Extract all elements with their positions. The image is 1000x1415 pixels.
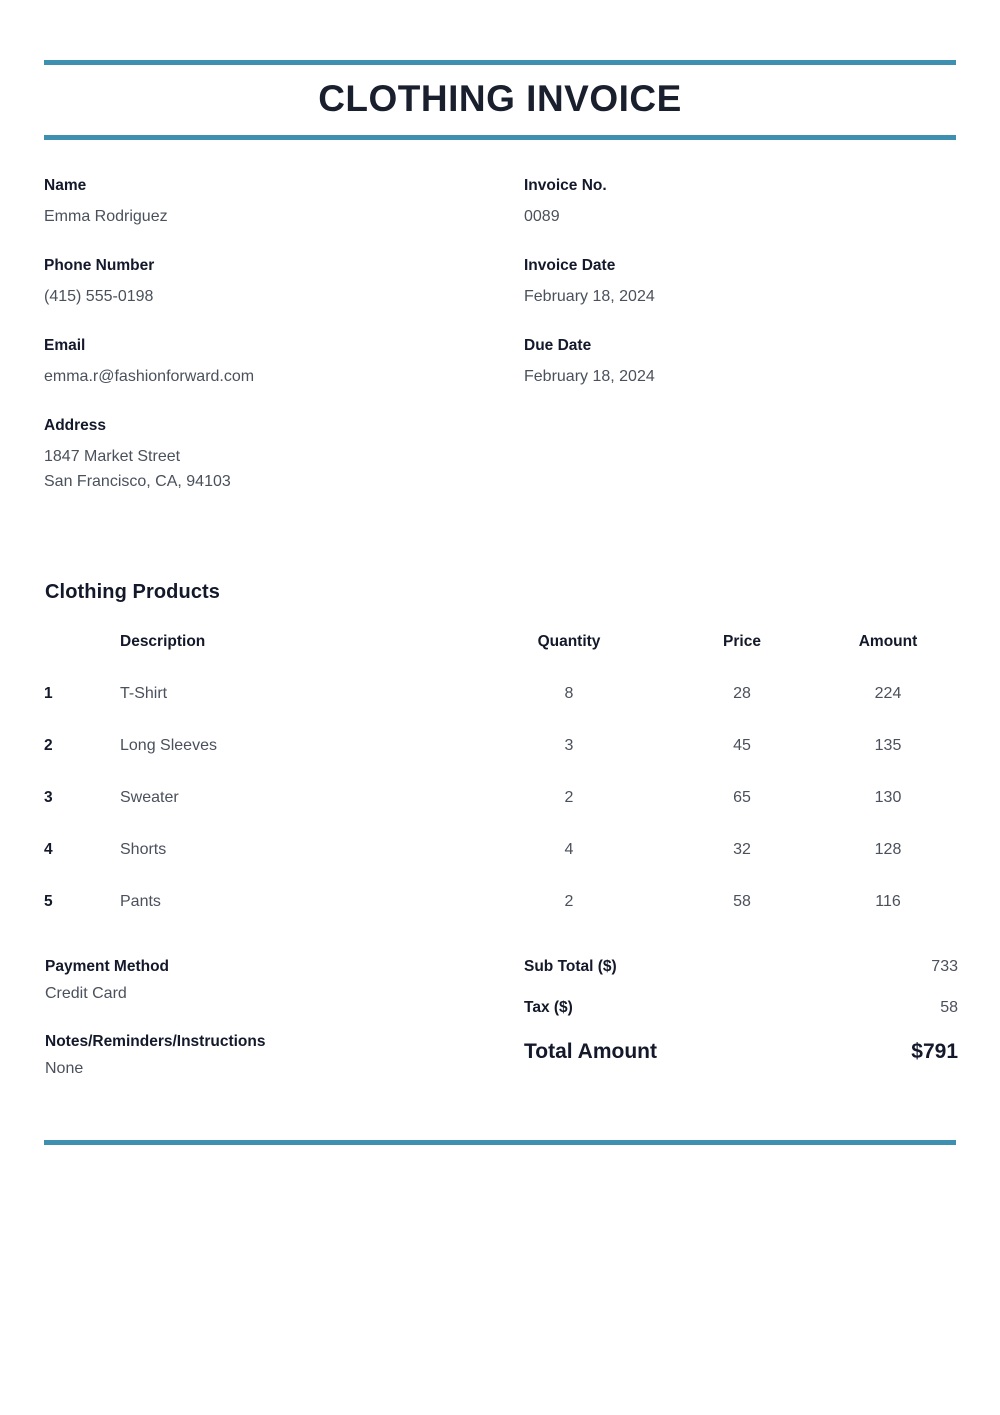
row-amount: 130 (874, 789, 902, 806)
row-index: 4 (44, 841, 53, 858)
tax-label: Tax ($) (524, 999, 573, 1016)
field-email (44, 336, 524, 390)
table-row (44, 841, 956, 893)
table-row (44, 737, 956, 789)
payment-method-value: Credit Card (45, 985, 127, 1002)
row-amount: 116 (875, 893, 901, 910)
row-amount: 135 (874, 737, 902, 754)
total-amount-row (524, 1040, 958, 1064)
field-invoice-date-label: Invoice Date (524, 256, 616, 274)
row-description: Shorts (120, 841, 167, 858)
products-table (44, 633, 956, 911)
invoice-info-grid (44, 176, 956, 495)
total-amount-label: Total Amount (524, 1040, 657, 1063)
row-amount: 224 (874, 685, 902, 702)
header-bottom-rule (44, 135, 956, 140)
row-price: 32 (733, 841, 751, 858)
row-price: 65 (733, 789, 751, 806)
address-line-2: San Francisco, CA, 94103 (44, 472, 231, 490)
field-due-date (524, 336, 956, 390)
row-index: 5 (44, 893, 53, 910)
field-phone-number-label: Phone Number (44, 256, 155, 274)
row-price: 58 (733, 893, 751, 910)
payment-method-block (45, 958, 485, 1003)
header-top-rule (44, 60, 956, 65)
row-price: 45 (733, 737, 751, 754)
footer-rule (44, 1140, 956, 1145)
field-address-label: Address (44, 416, 107, 434)
notes-block (45, 1033, 485, 1078)
invoice-meta-column (524, 176, 956, 495)
field-email-label: Email (44, 336, 86, 354)
row-description: T-Shirt (120, 685, 168, 702)
table-row (44, 789, 956, 841)
sub-total-value: 733 (931, 958, 958, 975)
table-row (44, 685, 956, 737)
row-description: Pants (120, 893, 161, 910)
column-header-price: Price (723, 633, 761, 650)
products-section-title: Clothing Products (45, 581, 221, 603)
row-index: 2 (44, 737, 53, 754)
row-description: Sweater (120, 789, 179, 806)
footer-left-column (45, 958, 485, 1078)
field-name-value: Emma Rodriguez (44, 208, 168, 226)
tax-row (524, 999, 958, 1017)
table-row (44, 893, 956, 911)
row-price: 28 (733, 685, 751, 702)
field-due-date-value: February 18, 2024 (524, 368, 655, 386)
row-quantity: 2 (564, 893, 574, 910)
row-quantity: 4 (564, 841, 574, 858)
totals-block (524, 958, 958, 1064)
row-description: Long Sleeves (120, 737, 217, 754)
field-phone-number (44, 256, 524, 310)
row-quantity: 8 (564, 685, 574, 702)
column-header-quantity: Quantity (537, 633, 601, 650)
row-index: 1 (44, 685, 53, 702)
payment-method-label: Payment Method (45, 958, 170, 975)
field-address (44, 416, 524, 495)
field-invoice-no-label: Invoice No. (524, 177, 607, 194)
address-line-1: 1847 Market Street (44, 447, 181, 465)
notes-label: Notes/Reminders/Instructions (45, 1033, 266, 1050)
tax-value: 58 (940, 999, 958, 1016)
column-header-description: Description (120, 633, 206, 650)
row-quantity: 3 (564, 737, 574, 754)
table-header-row (44, 633, 956, 685)
notes-value: None (45, 1060, 84, 1077)
page-title: CLOTHING INVOICE (318, 78, 682, 119)
field-phone-number-value: (415) 555-0198 (44, 288, 154, 306)
sub-total-row (524, 958, 958, 976)
row-amount: 128 (874, 841, 902, 858)
total-amount-value: $791 (911, 1040, 958, 1063)
field-name (44, 176, 524, 230)
field-due-date-label: Due Date (524, 336, 592, 354)
column-header-index (44, 633, 120, 685)
column-header-amount: Amount (858, 633, 918, 650)
row-quantity: 2 (564, 789, 574, 806)
field-invoice-no-value: 0089 (524, 208, 560, 226)
field-email-value: emma.r@fashionforward.com (44, 368, 255, 386)
customer-details-column (44, 176, 524, 495)
field-invoice-no (524, 176, 956, 230)
row-index: 3 (44, 789, 53, 806)
field-address-value (44, 445, 524, 495)
sub-total-label: Sub Total ($) (524, 958, 617, 975)
field-name-label: Name (44, 177, 87, 194)
field-invoice-date-value: February 18, 2024 (524, 288, 655, 306)
field-invoice-date (524, 256, 956, 310)
